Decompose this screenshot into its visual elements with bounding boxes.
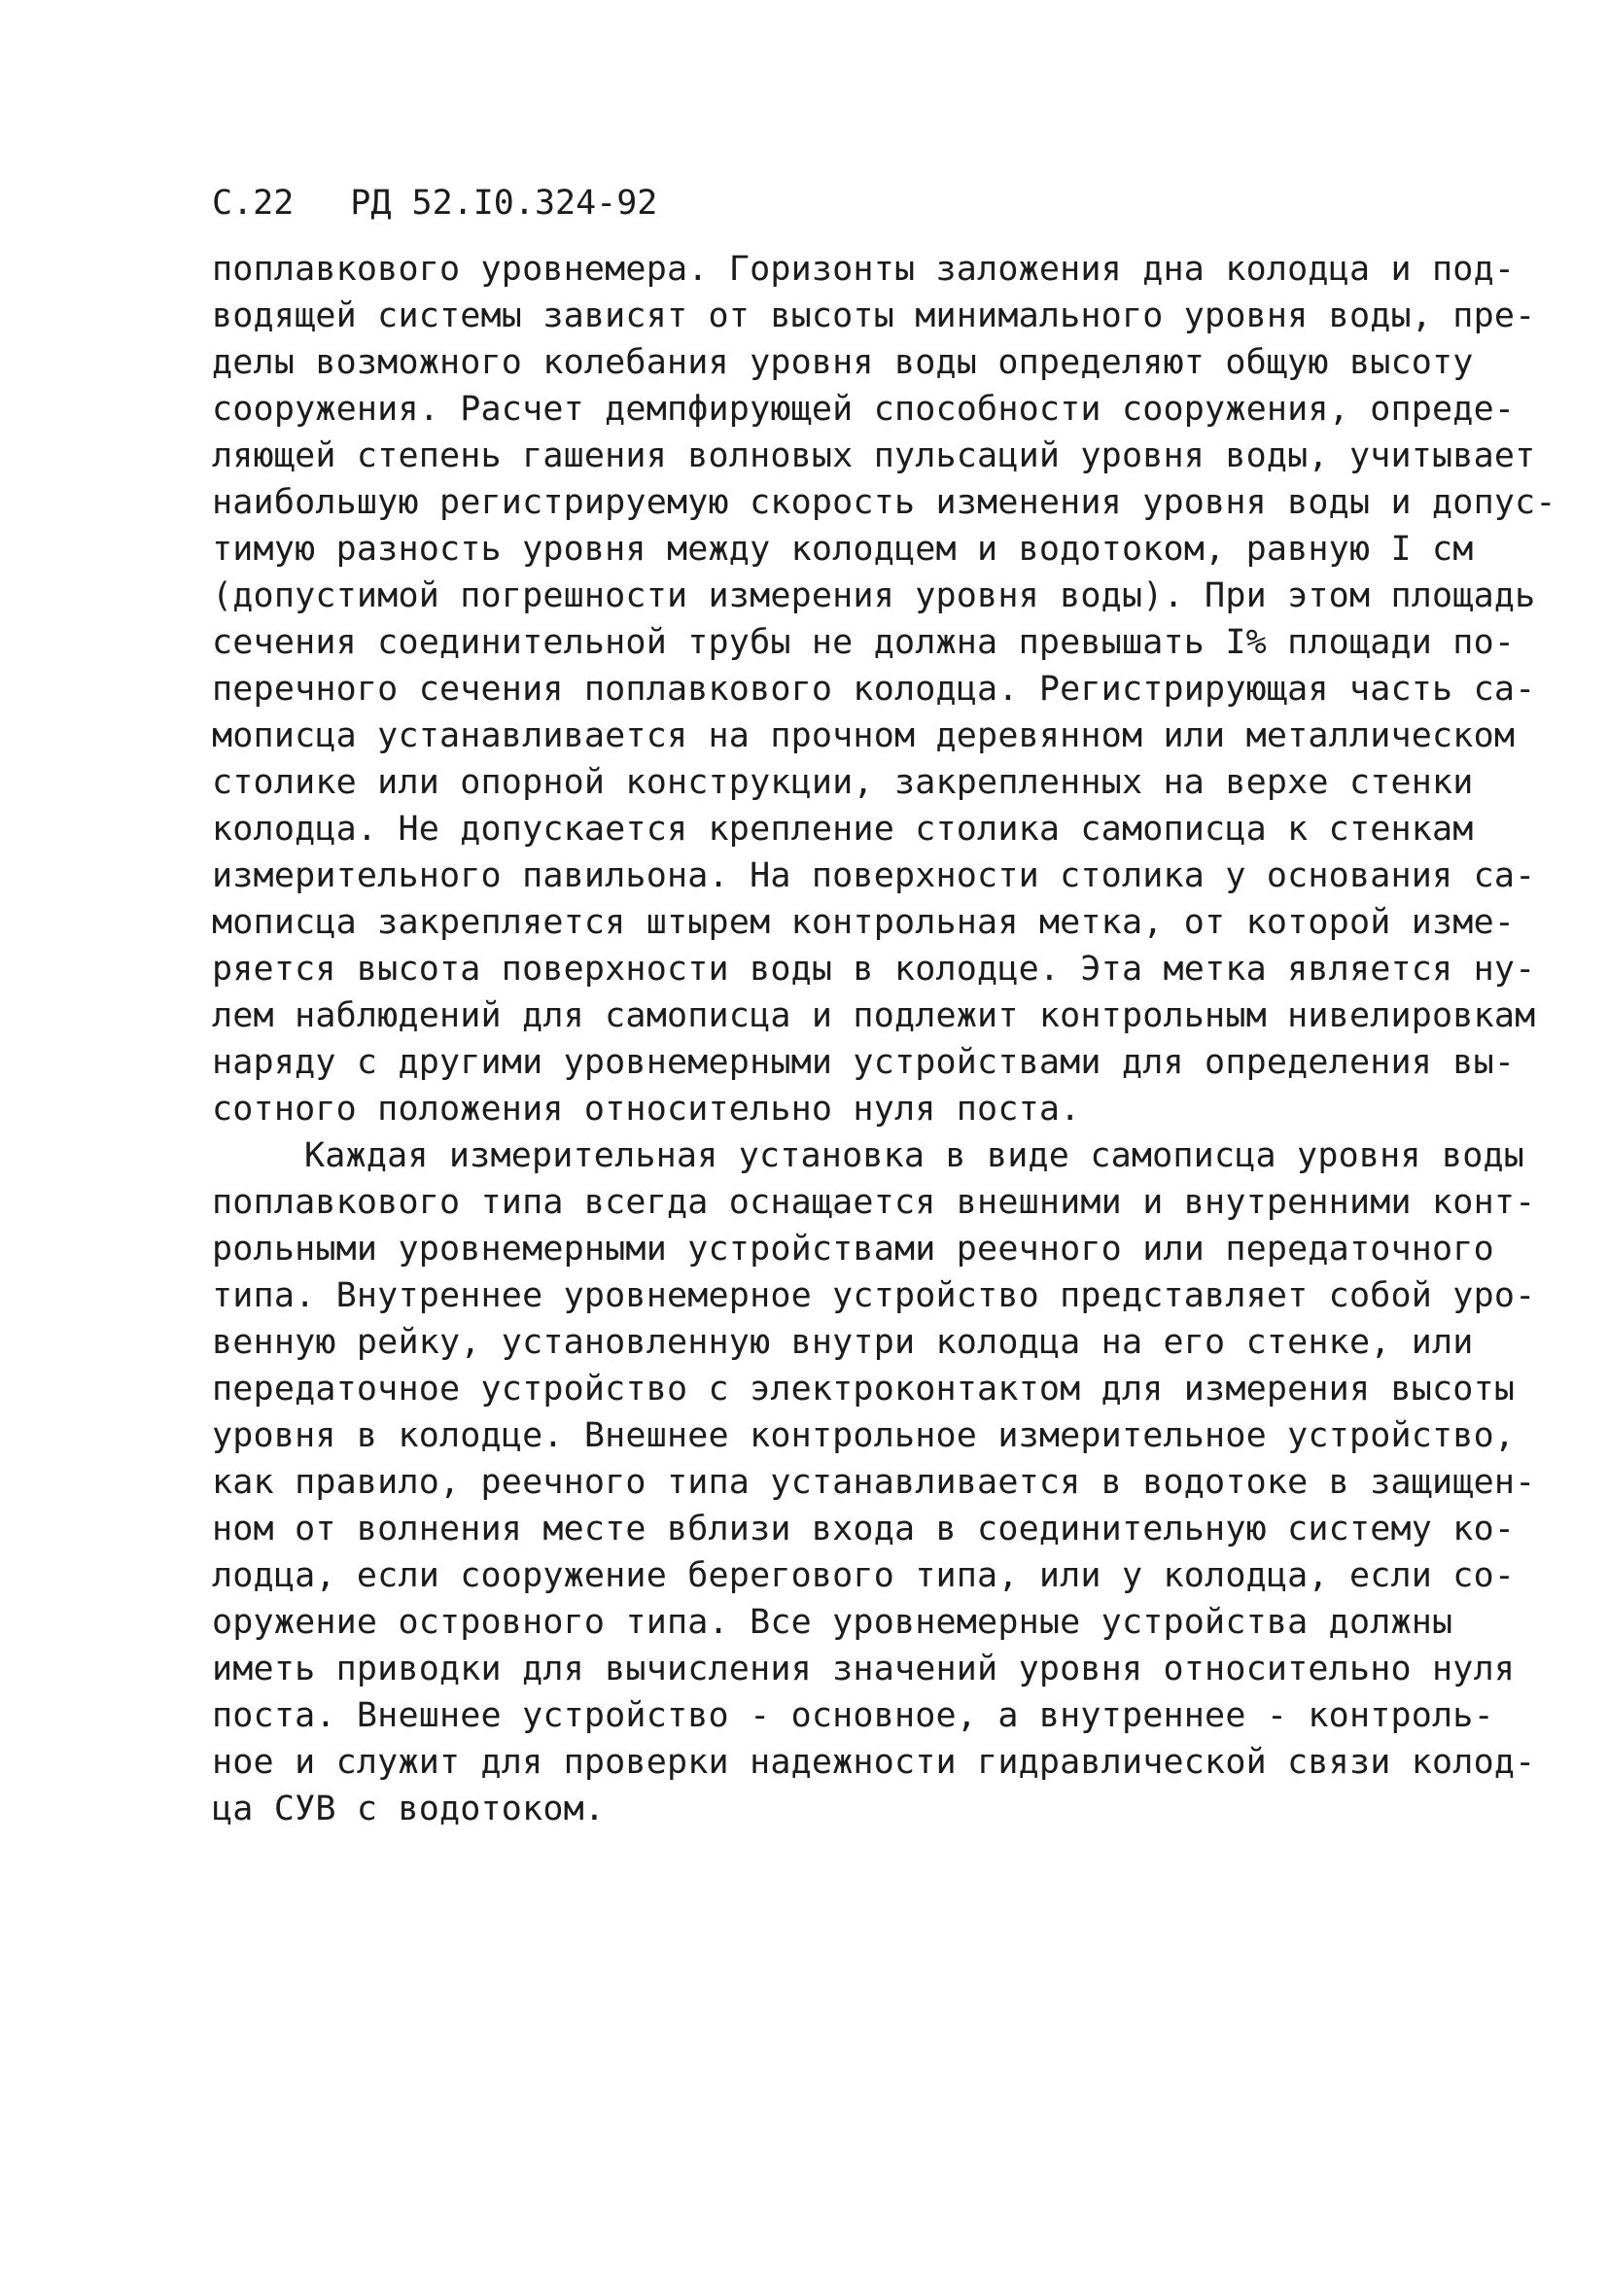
text-line: иметь приводки для вычисления значений уровня относительно нуля [212, 1650, 1516, 1688]
text-line: лодца, если сооружение берегового типа, или у колодца, если со- [212, 1556, 1516, 1595]
text-line: водящей системы зависят от высоты минимального уровня воды, пре- [212, 296, 1536, 335]
text-line: (допустимой погрешности измерения уровня воды). При этом площадь [212, 576, 1536, 615]
text-line: ляющей степень гашения волновых пульсаций уровня воды, учитывает [212, 436, 1536, 475]
text-line: ном от волнения месте вблизи входа в соединительную систему ко- [212, 1510, 1516, 1548]
text-line: поста. Внешнее устройство - основное, а внутреннее - контроль- [212, 1696, 1494, 1735]
text-line: тимую разность уровня между колодцем и водотоком, равную I см [212, 530, 1474, 569]
body-text [212, 246, 1556, 1832]
text-line: венную рейку, установленную внутри колодца на его стенке, или [212, 1323, 1474, 1362]
text-line: столике или опорной конструкции, закрепленных на верхе стенки [212, 763, 1474, 802]
text-line: ряется высота поверхности воды в колодце. Эта метка является ну- [212, 950, 1536, 989]
text-line: мописца устанавливается на прочном деревянном или металлическом [212, 716, 1516, 755]
paragraph [212, 246, 1556, 1132]
text-line: наряду с другими уровнемерными устройствами для определения вы- [212, 1043, 1516, 1082]
text-line: сотного положения относительно нуля поста. [212, 1090, 1081, 1129]
text-line: ное и служит для проверки надежности гидравлической связи колод- [212, 1743, 1536, 1782]
text-line: оружение островного типа. Все уровнемерные устройства должны [212, 1603, 1453, 1642]
text-line: типа. Внутреннее уровнемерное устройство представляет собой уро- [212, 1276, 1536, 1315]
text-line: измерительного павильона. На поверхности столика у основания са- [212, 856, 1536, 895]
text-line: перечного сечения поплавкового колодца. Регистрирующая часть са- [212, 670, 1536, 709]
text-line: передаточное устройство с электроконтактом для измерения высоты [212, 1370, 1516, 1409]
page-header [212, 181, 657, 226]
text-line: как правило, реечного типа устанавливается в водотоке в защищен- [212, 1463, 1536, 1502]
document-code: РД 52.I0.324-92 [350, 184, 658, 223]
text-line: ца СУВ с водотоком. [212, 1790, 606, 1828]
paragraph [212, 1132, 1536, 1832]
text-line: поплавкового типа всегда оснащается внешними и внутренними конт- [212, 1183, 1536, 1222]
text-line: мописца закрепляется штырем контрольная метка, от которой изме- [212, 903, 1516, 942]
text-line: уровня в колодце. Внешнее контрольное измерительное устройство, [212, 1416, 1516, 1455]
text-line: сооружения. Расчет демпфирующей способности сооружения, опреде- [212, 390, 1516, 429]
page-number: С.22 [212, 184, 295, 223]
text-line: поплавкового уровнемера. Горизонты заложения дна колодца и под- [212, 250, 1516, 289]
text-line: лем наблюдений для самописца и подлежит контрольным нивелировкам [212, 996, 1536, 1035]
text-line: делы возможного колебания уровня воды определяют общую высоту [212, 343, 1474, 382]
text-line: наибольшую регистрируемую скорость изменения уровня воды и допус- [212, 483, 1556, 522]
text-line: колодца. Не допускается крепление столика самописца к стенкам [212, 810, 1474, 849]
text-line: сечения соединительной трубы не должна превышать I% площади по- [212, 623, 1516, 662]
text-line: Каждая измерительная установка в виде самописца уровня воды [304, 1136, 1525, 1175]
text-line: рольными уровнемерными устройствами реечного или передаточного [212, 1230, 1494, 1269]
